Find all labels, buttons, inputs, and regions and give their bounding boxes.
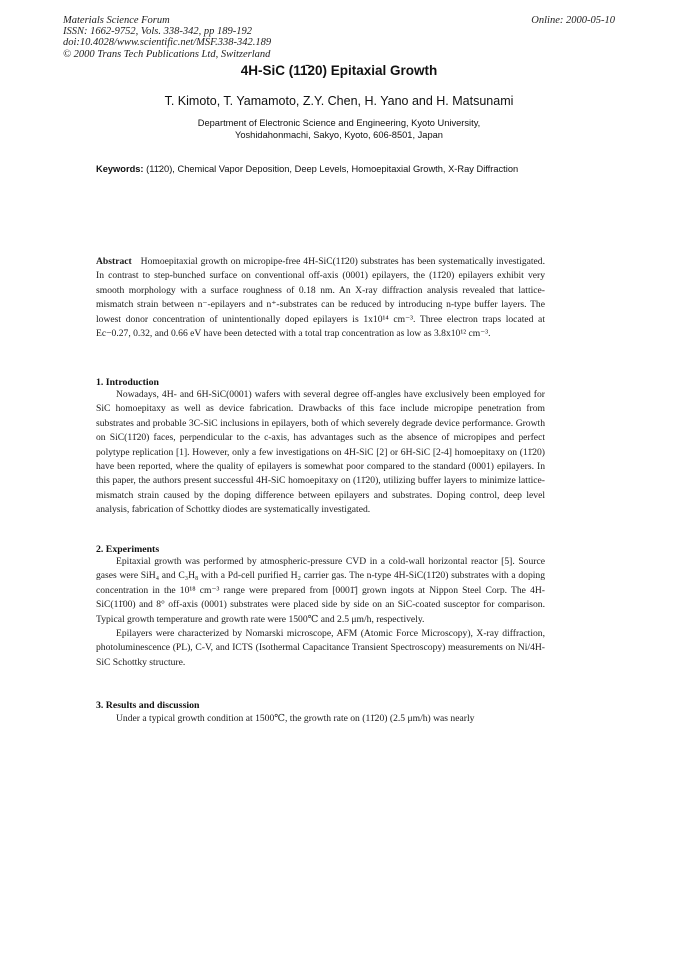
- abstract: [96, 255, 545, 341]
- intro-paragraph: Nowadays, 4H- and 6H-SiC(0001) wafers with several degree off-angles have exclusively been employed for SiC homoepitaxy as well as device fabrication. Drawbacks of this face include micropipe penetration from substrates and probable 3C-SiC inclusions in epilayers, both of which severely degrade device performance. Growth on SiC(11̄20) faces, perpendicular to the c-axis, has advantages such as the absence of micropipes and perfect polytype replication [1]. However, only a few investigations on 4H-SiC [2] or 6H-SiC [2-4] homoepitaxy on (11̄20) have been reported, where the quality of epilayers is somewhat poor compared to the standard (0001) epilayers. In this paper, the authors present successful 4H-SiC homoepitaxy on (11̄20), utilizing buffer layers to minimize lattice-mismatch strain caused by the doping difference between epilayers and substrates. Doping control, deep level analysis, fabrication of Schottky diodes are systematically investigated.: [96, 389, 545, 516]
- doi-line: doi:10.4028/www.scientific.net/MSF.338-342.189: [63, 37, 272, 49]
- affiliation: [0, 118, 678, 141]
- section-heading-results: 3. Results and discussion: [96, 700, 200, 711]
- issn-line: ISSN: 1662-9752, Vols. 338-342, pp 189-192: [63, 26, 252, 38]
- section-introduction: [96, 388, 545, 518]
- abstract-text: Homoepitaxial growth on micropipe-free 4H-SiC(11̄20) substrates has been systematically investigated. In contrast to step-bunched surface on conventional off-axis (0001) epilayers, the (11̄20) epilayers exhibit very smooth morphology with a surface roughness of 0.18 nm. An X-ray diffraction analysis revealed that lattice-mismatch strain between n⁻-epilayers and n⁺-substrates can be reduced by introducing n-type buffer layers. The lowest donor concentration of unintentionally doped epilayers is 1x10¹⁴ cm⁻³. Three electron traps located at Ec−0.27, 0.32, and 0.66 eV have been detected with a total trap concentration as low as 3.8x10¹² cm⁻³.: [96, 256, 545, 340]
- abstract-label: Abstract: [96, 256, 132, 267]
- keywords-text: (11̄20), Chemical Vapor Deposition, Deep Levels, Homoepitaxial Growth, X-Ray Diffraction: [146, 164, 519, 174]
- journal-name: Materials Science Forum: [63, 15, 170, 26]
- experiments-paragraph-2: Epilayers were characterized by Nomarski microscope, AFM (Atomic Force Microscopy), X-ray diffraction, photoluminescence (PL), C-V, and ICTS (Isothermal Capacitance Transient Spectroscopy) measurements on Ni/4H-SiC Schottky structure.: [96, 628, 545, 668]
- section-experiments: [96, 555, 545, 670]
- keywords: [96, 164, 566, 176]
- results-paragraph: Under a typical growth condition at 1500℃, the growth rate on (11̄20) (2.5 μm/h) was nearly: [116, 713, 475, 724]
- section-results: [96, 712, 545, 726]
- online-date: Online: 2000-05-10: [531, 15, 615, 26]
- section-heading-experiments: 2. Experiments: [96, 544, 160, 555]
- copyright-line: © 2000 Trans Tech Publications Ltd, Switzerland: [63, 48, 271, 60]
- author-list: T. Kimoto, T. Yamamoto, Z.Y. Chen, H. Yano and H. Matsunami: [164, 94, 514, 108]
- section-heading-introduction: 1. Introduction: [96, 377, 159, 388]
- affiliation-line-2: Yoshidahonmachi, Sakyo, Kyoto, 606-8501, Japan: [235, 129, 443, 140]
- experiments-paragraph-1: Epitaxial growth was performed by atmospheric-pressure CVD in a cold-wall horizontal reactor [5]. Source gases were SiH₄ and C₃H₈ with a Pd-cell purified H₂ carrier gas. The n-type 4H-SiC(11̄20) substrates with a doping concentration in the 10¹⁸ cm⁻³ range were prepared from [0001̄] grown ingots at Nippon Steel Corp. The 4H-SiC(11̄00) and 8° off-axis (0001) substrates were placed side by side on an SiC-coated susceptor for comparison. Typical growth temperature and growth rate were 1500℃ and 2.5 μm/h, respectively.: [96, 556, 545, 625]
- paper-title: 4H-SiC (11̄20) Epitaxial Growth: [240, 63, 438, 78]
- affiliation-line-1: Department of Electronic Science and Engineering, Kyoto University,: [197, 118, 481, 128]
- journal-header: [63, 15, 271, 60]
- keywords-label: Keywords:: [96, 164, 144, 174]
